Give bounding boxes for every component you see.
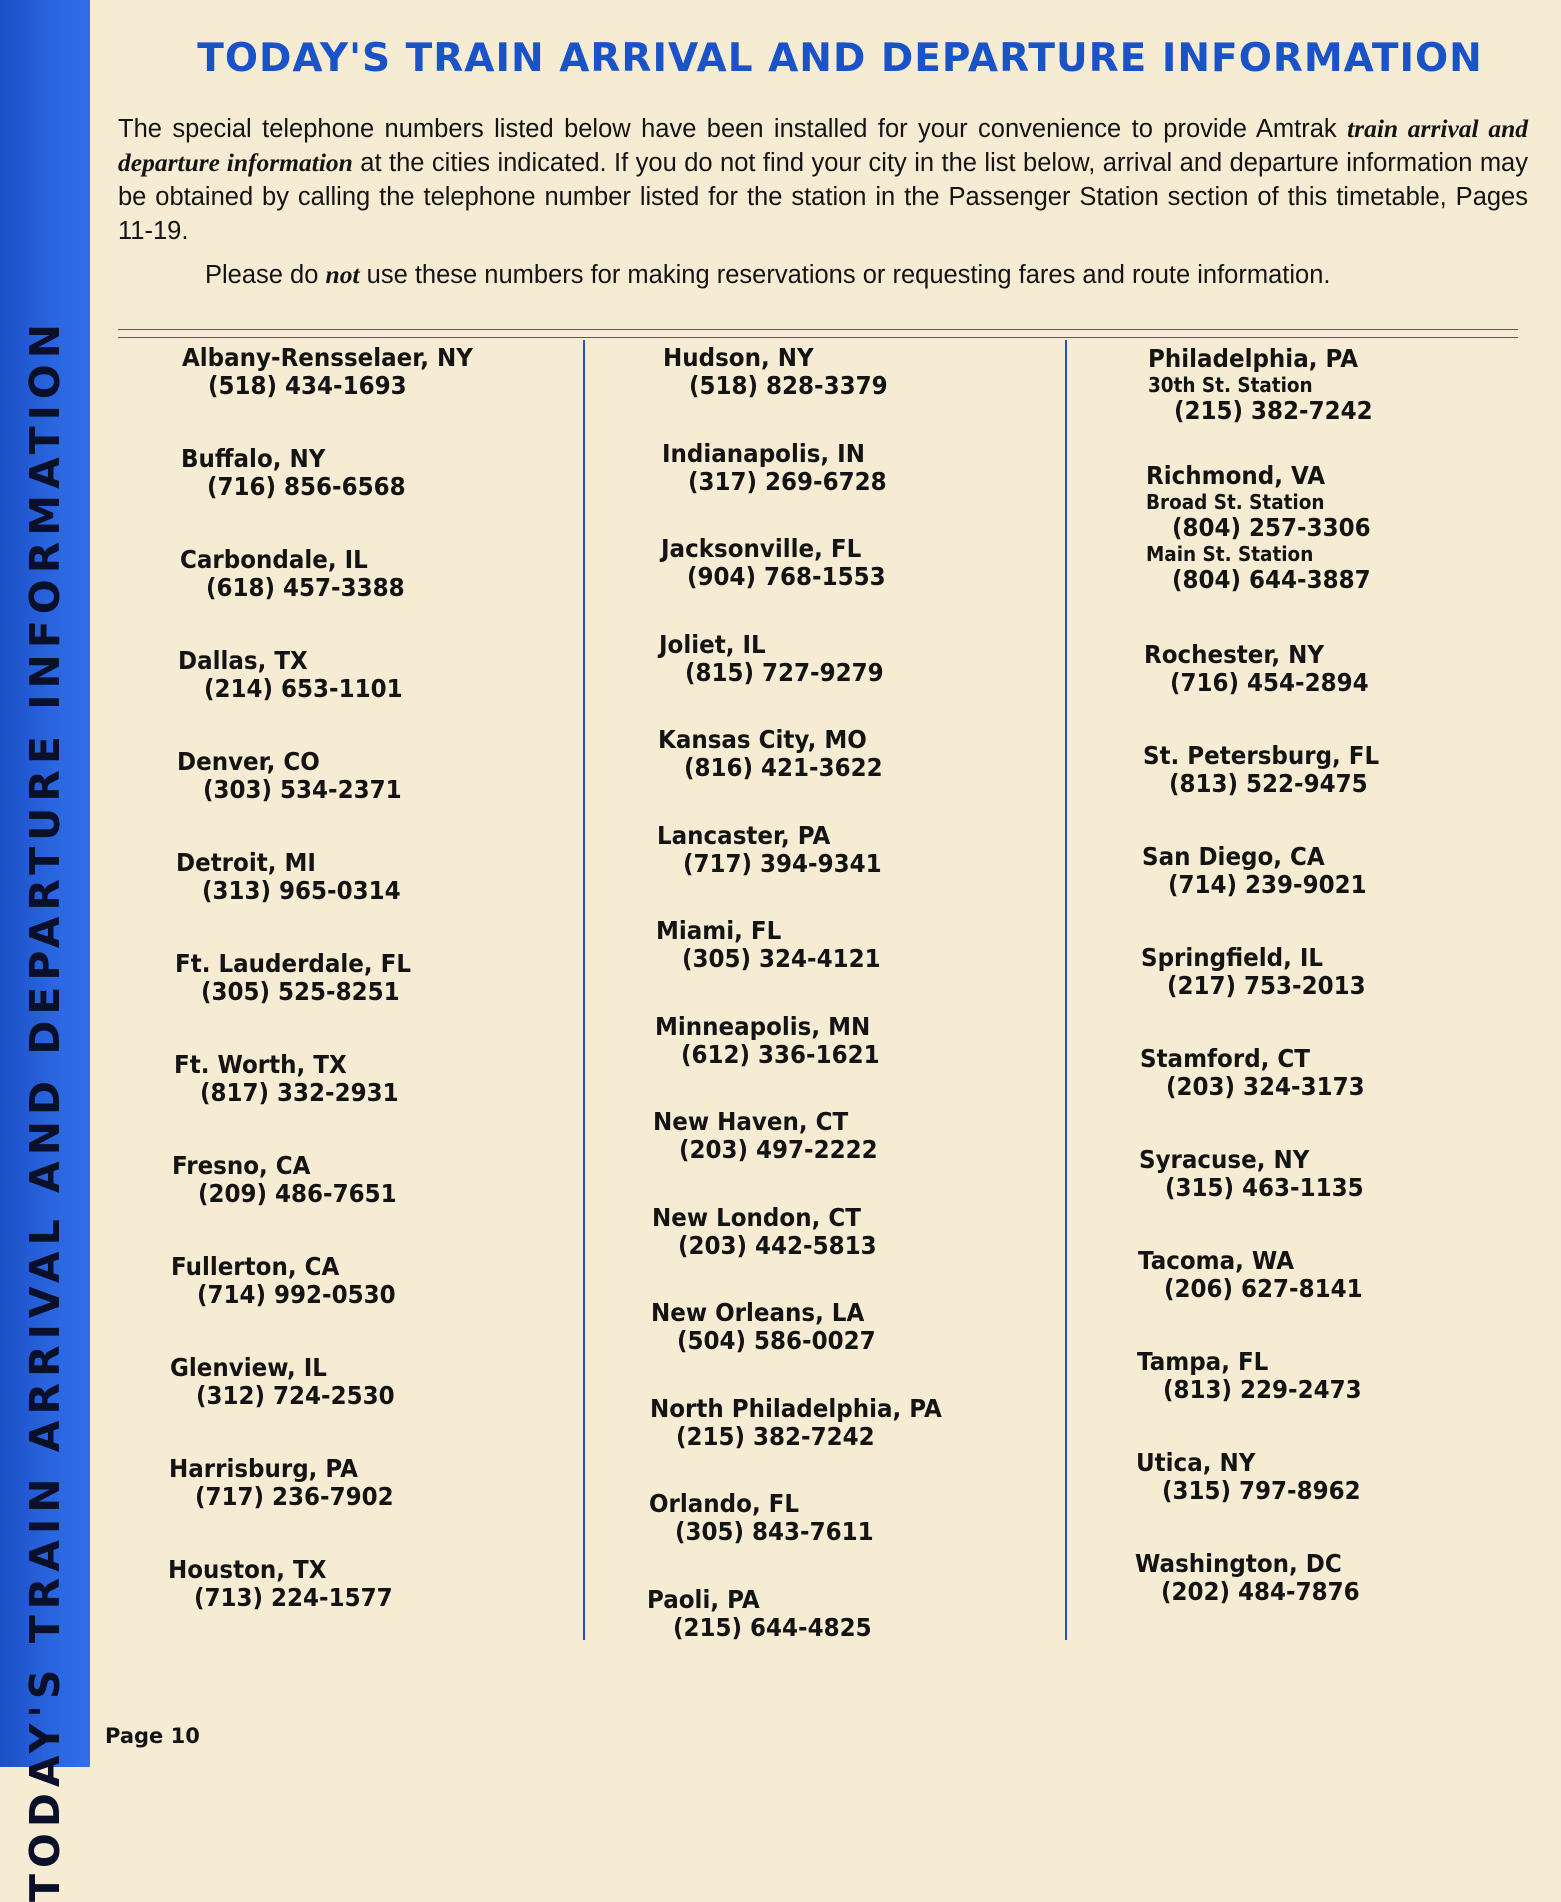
phone-entry — [1135, 1550, 1377, 1606]
phone-number: (303) 534-2371 — [203, 775, 402, 804]
city-name: Orlando, FL — [648, 1489, 799, 1518]
phone-entry — [653, 1108, 895, 1164]
city-name: Lancaster, PA — [657, 820, 831, 850]
phone-entry — [650, 1395, 967, 1451]
phone-number: (203) 442-5813 — [678, 1230, 877, 1260]
phone-entry — [1144, 641, 1386, 697]
entry-richmond — [1146, 462, 1388, 594]
city-name: Ft. Worth, TX — [173, 1050, 347, 1079]
station-name: 30th St. Station — [1148, 373, 1313, 397]
phone-entry — [180, 546, 422, 602]
phone-number: (813) 229-2473 — [1163, 1375, 1362, 1404]
phone-entry — [1137, 1348, 1379, 1404]
phone-entry — [177, 748, 419, 804]
phone-number: (717) 236-7902 — [194, 1482, 394, 1511]
phone-number: (203) 324-3173 — [1166, 1072, 1365, 1101]
phone-number: (206) 627-8141 — [1164, 1274, 1363, 1303]
city-name: Ft. Lauderdale, FL — [174, 949, 411, 978]
city-name: Harrisburg, PA — [168, 1454, 358, 1483]
city-name: San Diego, CA — [1142, 842, 1325, 871]
phone-number: (504) 586-0027 — [677, 1326, 876, 1355]
city-name: Kansas City, MO — [658, 725, 867, 754]
city-name: Stamford, CT — [1140, 1044, 1310, 1073]
intro-emphasis: train arrival and departure information — [118, 114, 1528, 177]
phone-entry — [1136, 1449, 1378, 1505]
phone-number: (904) 768-1553 — [686, 562, 886, 591]
phone-number: (305) 525-8251 — [200, 977, 400, 1006]
city-name: St. Petersburg, FL — [1143, 741, 1380, 770]
city-name: New London, CT — [652, 1202, 862, 1232]
city-name: Springfield, IL — [1141, 943, 1324, 972]
phone-entry — [176, 849, 418, 905]
page-title: TODAY'S TRAIN ARRIVAL AND DEPARTURE INFORMATION — [197, 36, 1483, 81]
phone-entry — [169, 1455, 411, 1511]
intro-paragraph — [118, 112, 1528, 248]
city-name: Hudson, NY — [663, 343, 814, 372]
phone-number: (717) 394-9341 — [683, 848, 882, 878]
phone-entry — [659, 631, 901, 687]
phone-entry — [647, 1586, 889, 1642]
phone-entry — [663, 344, 905, 400]
phone-number: (315) 463-1135 — [1165, 1173, 1364, 1202]
phone-number: (305) 843-7611 — [674, 1517, 874, 1546]
city-name: Carbondale, IL — [179, 545, 368, 574]
station-name: Broad St. Station — [1146, 490, 1325, 514]
city-name: Fullerton, CA — [171, 1252, 340, 1281]
phone-entry — [657, 822, 899, 878]
phone-entry — [182, 344, 498, 400]
city-name: New Orleans, LA — [651, 1298, 865, 1327]
phone-number: (305) 324-4121 — [681, 944, 881, 973]
city-name: Minneapolis, MN — [654, 1011, 870, 1041]
phone-number: (804) 644-3887 — [1172, 565, 1371, 594]
phone-number: (716) 856-6568 — [206, 472, 406, 501]
station-name: Main St. Station — [1146, 542, 1314, 566]
phone-entry — [178, 647, 420, 703]
phone-entry — [174, 1051, 416, 1107]
phone-entry — [181, 445, 423, 501]
phone-number: (215) 382-7242 — [1174, 396, 1373, 425]
city-name: Tacoma, WA — [1138, 1246, 1295, 1275]
city-name: Utica, NY — [1136, 1448, 1256, 1477]
city-name: Syracuse, NY — [1139, 1145, 1310, 1174]
column-divider-2 — [1065, 340, 1067, 1640]
page-number: Page 10 — [105, 1724, 200, 1748]
phone-number: (315) 797-8962 — [1162, 1476, 1361, 1505]
city-name: Indianapolis, IN — [661, 438, 865, 468]
city-name: Albany-Rensselaer, NY — [182, 343, 473, 372]
city-name: Fresno, CA — [172, 1151, 311, 1180]
phone-entry — [170, 1354, 412, 1410]
phone-entry — [651, 1299, 893, 1355]
phone-entry — [1139, 1146, 1381, 1202]
note-emphasis: not — [325, 260, 360, 289]
phone-number: (209) 486-7651 — [198, 1179, 398, 1208]
phone-number: (313) 965-0314 — [202, 876, 401, 905]
divider-rule-top — [118, 329, 1518, 330]
phone-entry — [1141, 944, 1383, 1000]
phone-number: (714) 992-0530 — [197, 1280, 396, 1309]
note-paragraph — [205, 260, 1545, 290]
city-name: Dallas, TX — [178, 646, 309, 675]
phone-number: (203) 497-2222 — [679, 1135, 879, 1164]
phone-number: (813) 522-9475 — [1169, 769, 1368, 798]
phone-number: (518) 434-1693 — [208, 371, 407, 400]
city-name: Denver, CO — [177, 747, 320, 776]
phone-entry — [172, 1152, 414, 1208]
phone-entry — [1140, 1045, 1382, 1101]
city-name: Jacksonville, FL — [660, 534, 861, 563]
phone-number: (215) 644-4825 — [673, 1612, 873, 1642]
phone-entry — [655, 1013, 897, 1069]
phone-number: (618) 457-3388 — [205, 573, 405, 602]
note-text-2: use these numbers for making reservations or requesting fares and route information. — [359, 261, 1331, 289]
phone-number: (217) 753-2013 — [1167, 971, 1366, 1000]
city-name: Houston, TX — [167, 1555, 327, 1584]
phone-entry — [171, 1253, 413, 1309]
city-name: Paoli, PA — [647, 1584, 761, 1614]
city-name: Miami, FL — [655, 916, 782, 945]
phone-entry — [656, 917, 898, 973]
phone-entry — [652, 1204, 894, 1260]
phone-entry — [658, 726, 900, 782]
phone-number: (804) 257-3306 — [1172, 513, 1371, 542]
city-name: Rochester, NY — [1144, 640, 1325, 669]
phone-entry — [1138, 1247, 1380, 1303]
intro-text-1: The special telephone numbers listed below have been installed for your convenience to provide Amtrak — [118, 115, 1348, 143]
city-name: Joliet, IL — [659, 629, 767, 659]
phone-entry — [661, 535, 903, 591]
intro-text-2: at the cities indicated. If you do not find your city in the list below, arrival and departure information may be obtained by calling the telephone number listed for the station in the Passenger Station section of this timetable, Pages 11-19. — [118, 149, 1528, 245]
phone-number: (713) 224-1577 — [193, 1583, 393, 1612]
phone-entry — [662, 440, 904, 496]
phone-entry — [649, 1490, 891, 1546]
city-name: Philadelphia, PA — [1148, 344, 1359, 373]
column-divider-1 — [583, 340, 585, 1640]
city-name: North Philadelphia, PA — [649, 1393, 942, 1423]
city-name: New Haven, CT — [653, 1107, 849, 1136]
phone-number: (312) 724-2530 — [196, 1381, 395, 1410]
city-name: Buffalo, NY — [180, 444, 326, 473]
city-name: Detroit, MI — [176, 848, 316, 877]
phone-entry — [175, 950, 432, 1006]
phone-number: (816) 421-3622 — [684, 753, 883, 782]
divider-rule-bottom — [118, 337, 1518, 338]
city-name: Washington, DC — [1135, 1549, 1342, 1578]
phone-number: (214) 653-1101 — [204, 674, 404, 703]
city-name: Tampa, FL — [1137, 1347, 1269, 1376]
phone-number: (815) 727-9279 — [685, 657, 885, 687]
phone-number: (215) 382-7242 — [675, 1421, 875, 1451]
phone-number: (716) 454-2894 — [1170, 668, 1369, 697]
phone-number: (817) 332-2931 — [199, 1078, 399, 1107]
phone-number: (518) 828-3379 — [689, 371, 888, 400]
phone-number: (714) 239-9021 — [1168, 870, 1367, 899]
entry-philadelphia — [1148, 345, 1390, 425]
phone-entry — [168, 1556, 410, 1612]
side-title: TODAY'S TRAIN ARRIVAL AND DEPARTURE INFORMATION — [21, 317, 69, 1902]
note-text-1: Please do — [205, 261, 326, 289]
phone-entry — [1143, 742, 1400, 798]
city-name: Glenview, IL — [170, 1353, 327, 1382]
city-name: Richmond, VA — [1146, 461, 1325, 490]
phone-number: (202) 484-7876 — [1161, 1577, 1360, 1606]
phone-number: (317) 269-6728 — [687, 466, 887, 496]
phone-number: (612) 336-1621 — [680, 1039, 880, 1069]
phone-entry — [1142, 843, 1384, 899]
